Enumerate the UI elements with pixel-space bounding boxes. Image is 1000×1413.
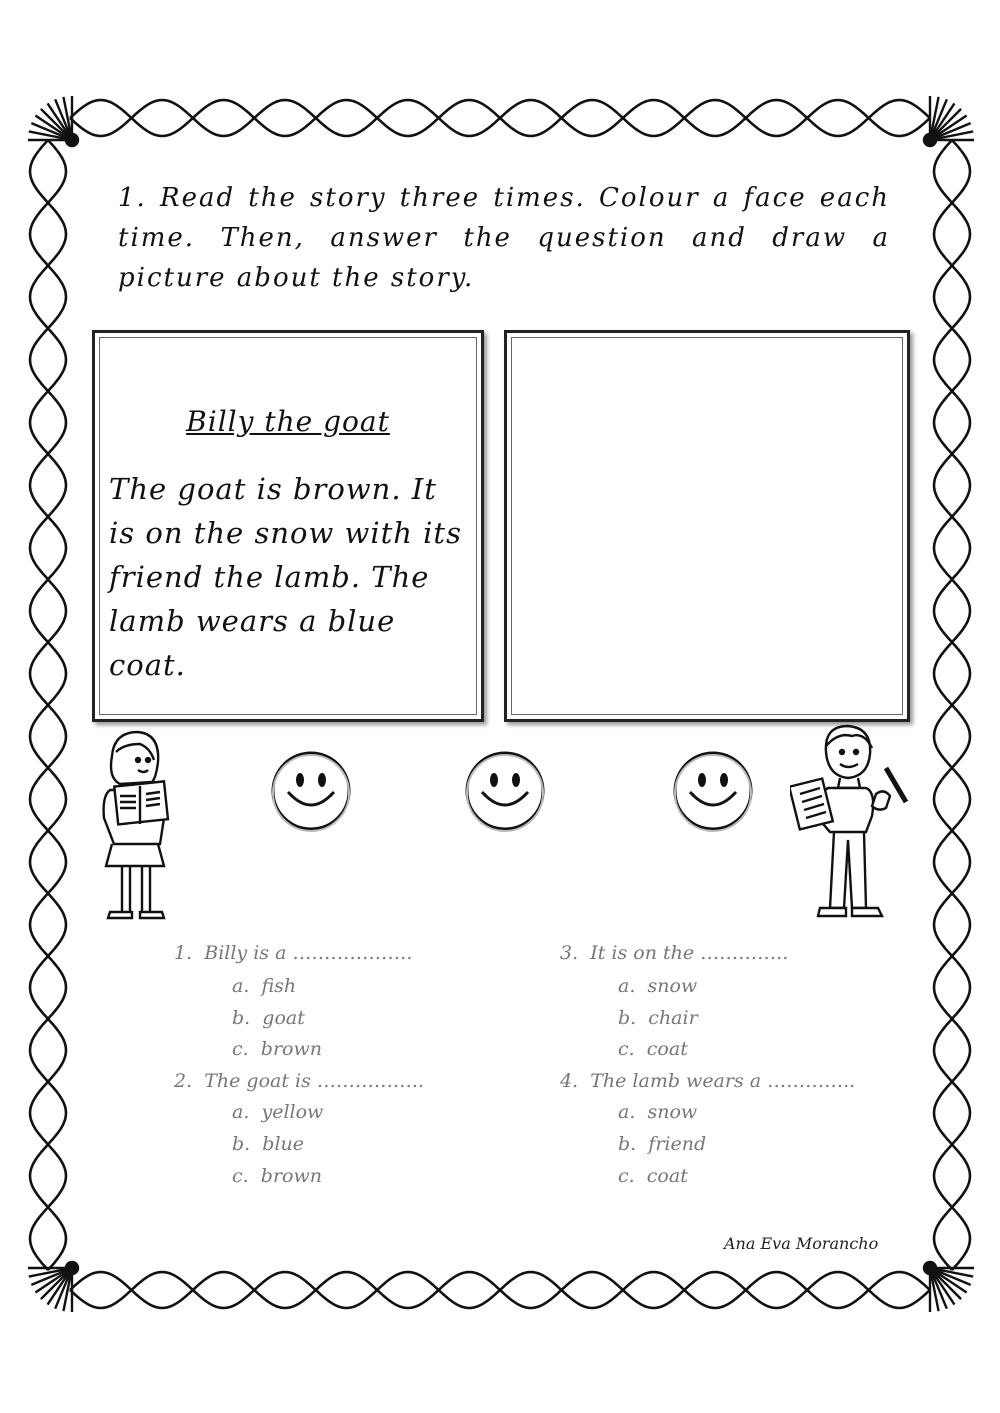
smiley-face-icon[interactable] — [672, 750, 754, 832]
story-box — [92, 330, 484, 722]
instructions-text: 1. Read the story three times. Colour a face each time. Then, answer the question and draw a picture about the story. — [118, 183, 890, 293]
story-title: Billy the goat — [186, 405, 390, 438]
answer-option[interactable]: a. yellow — [232, 1101, 324, 1123]
question-4: 4. The lamb wears a ………….. — [560, 1070, 856, 1092]
drawing-box[interactable] — [504, 330, 910, 722]
girl-reading-illustration — [94, 726, 174, 922]
smiley-face-icon[interactable] — [270, 750, 352, 832]
boy-writing-illustration — [790, 722, 918, 922]
answer-option[interactable]: b. blue — [232, 1133, 305, 1155]
story-text: The goat is brown. It is on the snow with its friend the lamb. The lamb wears a blue coat. — [109, 472, 462, 682]
author-credit: Ana Eva Morancho — [724, 1234, 879, 1253]
answer-option[interactable]: a. fish — [232, 975, 297, 997]
answer-option[interactable]: c. brown — [232, 1038, 322, 1060]
answer-option[interactable]: c. brown — [232, 1165, 322, 1187]
question-2: 2. The goat is …………….. — [174, 1070, 424, 1092]
answer-option[interactable]: a. snow — [618, 975, 698, 997]
answer-option[interactable]: b. goat — [232, 1007, 305, 1029]
question-3: 3. It is on the ………….. — [560, 942, 789, 964]
answer-option[interactable]: b. friend — [618, 1133, 707, 1155]
answer-option[interactable]: a. snow — [618, 1101, 698, 1123]
smiley-face-icon[interactable] — [464, 750, 546, 832]
answer-option[interactable]: b. chair — [618, 1007, 698, 1029]
answer-option[interactable]: c. coat — [618, 1165, 688, 1187]
question-1: 1. Billy is a ………………. — [174, 942, 413, 964]
answer-option[interactable]: c. coat — [618, 1038, 688, 1060]
